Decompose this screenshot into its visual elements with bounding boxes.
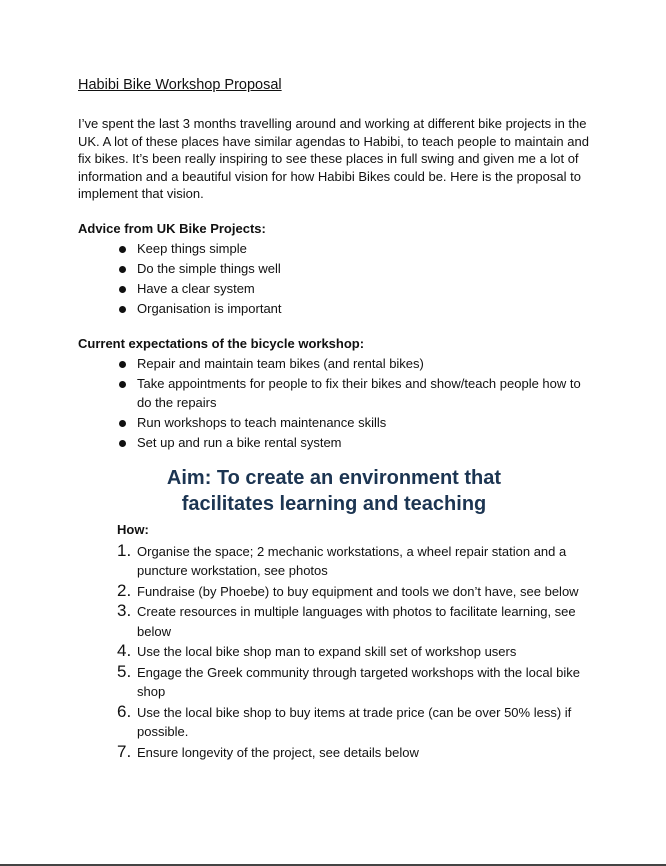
step-text: Organise the space; 2 mechanic workstations, a wheel repair station and a puncture workstation, see photos: [137, 543, 567, 579]
document-title: Habibi Bike Workshop Proposal: [78, 77, 282, 93]
list-item-text: Run workshops to teach maintenance skills: [137, 414, 387, 430]
aim-heading-line-2: facilitates learning and teaching: [181, 492, 487, 515]
step-number: 2.: [117, 580, 132, 600]
list-item: [78, 300, 593, 319]
list-item-text: Repair and maintain team bikes (and rental bikes): [137, 355, 424, 371]
step-text: Ensure longevity of the project, see details below: [137, 744, 419, 760]
bullet-icon: [119, 420, 126, 427]
step-text: Create resources in multiple languages with photos to facilitate learning, see below: [137, 604, 576, 639]
step-text: Fundraise (by Phoebe) to buy equipment and tools we don’t have, see below: [137, 583, 579, 599]
list-item-text: Keep things simple: [137, 240, 247, 256]
step-item: [78, 582, 593, 602]
step-item: [78, 602, 593, 641]
list-item: [78, 414, 593, 433]
aim-heading-line-1: Aim: To create an environment that: [166, 466, 502, 489]
bullet-icon: [119, 286, 126, 293]
how-heading: How:: [117, 521, 149, 537]
intro-paragraph: I’ve spent the last 3 months travelling around and working at different bike projects in the UK. A lot of these places have similar agendas to Habibi, to teach people to maintain and fix bikes. It’s been really inspiring to see these places in full swing and given me a lot of information and a beautiful vision for how Habibi Bikes could be. Here is the proposal to implement that vision.: [78, 116, 589, 201]
step-number: 6.: [117, 701, 132, 721]
list-item: [78, 280, 593, 299]
step-item: [78, 663, 593, 702]
list-item-text: Organisation is important: [137, 301, 282, 317]
step-text: Use the local bike shop man to expand skill set of workshop users: [137, 644, 517, 660]
list-item: [78, 260, 593, 279]
how-steps-list: [78, 542, 593, 763]
step-item: [78, 542, 593, 581]
list-item: [78, 434, 593, 453]
advice-list: [78, 240, 593, 319]
list-item: [78, 240, 593, 259]
bullet-icon: [119, 306, 126, 313]
bullet-icon: [119, 440, 126, 447]
list-item-text: Do the simple things well: [137, 260, 281, 276]
aim-heading: [78, 465, 590, 517]
step-number: 4.: [117, 641, 132, 661]
document-content: [78, 76, 593, 763]
bullet-icon: [119, 266, 126, 273]
step-number: 7.: [117, 741, 132, 761]
step-number: 5.: [117, 661, 132, 681]
list-item-text: Have a clear system: [137, 281, 255, 297]
step-text: Use the local bike shop to buy items at trade price (can be over 50% less) if possible.: [137, 704, 572, 740]
list-item-text: Take appointments for people to fix their bikes and show/teach people how to do the repairs: [137, 376, 581, 410]
bullet-icon: [119, 361, 126, 368]
step-number: 3.: [117, 601, 132, 621]
step-item: [78, 703, 593, 742]
list-item: [78, 355, 593, 374]
list-item-text: Set up and run a bike rental system: [137, 435, 342, 451]
advice-heading: Advice from UK Bike Projects:: [78, 220, 266, 236]
bullet-icon: [119, 246, 126, 253]
step-item: [78, 642, 593, 662]
step-text: Engage the Greek community through targeted workshops with the local bike shop: [137, 664, 580, 700]
expectations-heading: Current expectations of the bicycle workshop:: [78, 335, 365, 351]
list-item: [78, 375, 593, 412]
step-number: 1.: [117, 540, 132, 560]
bullet-icon: [119, 381, 126, 388]
expectations-list: [78, 355, 593, 453]
step-item: [78, 743, 593, 763]
